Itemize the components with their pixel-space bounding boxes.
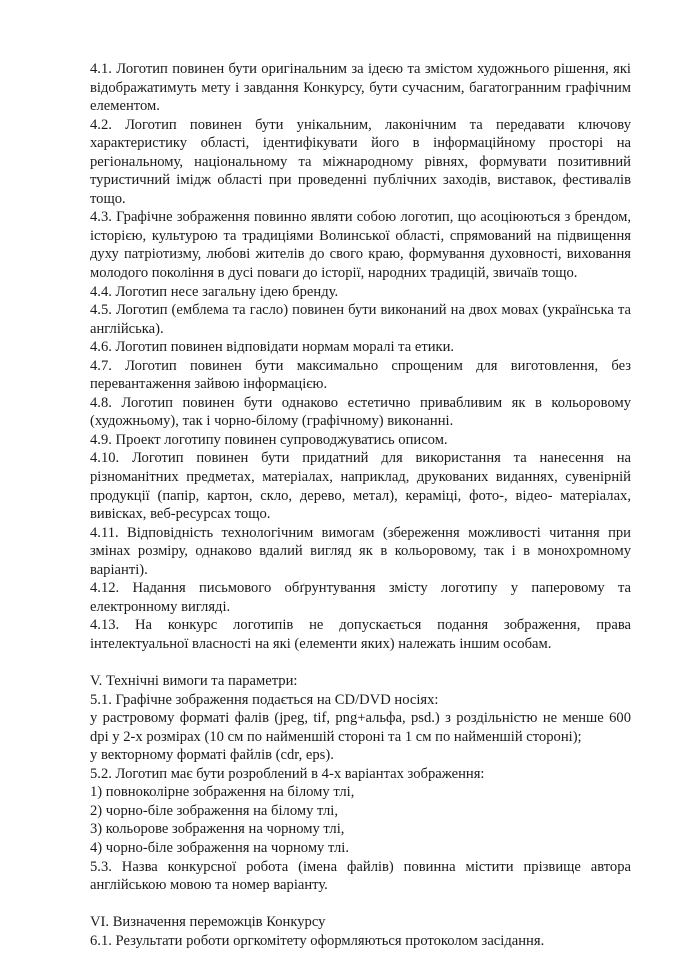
- paragraph-5-3: 5.3. Назва конкурсної робота (імена файлів) повинна містити прізвище автора англійською мовою та номер варіанту.: [90, 858, 631, 894]
- paragraph-4-7: 4.7. Логотип повинен бути максимально спрощеним для виготовлення, без перевантаження зайвою інформацією.: [90, 357, 631, 393]
- paragraph-4-9: 4.9. Проект логотипу повинен супроводжуватись описом.: [90, 431, 448, 448]
- paragraph-4-6: 4.6. Логотип повинен відповідати нормам моралі та етики.: [90, 339, 455, 356]
- section-6-heading: VI. Визначення переможців Конкурсу: [90, 914, 326, 931]
- paragraph-4-4: 4.4. Логотип несе загальну ідею бренду.: [90, 283, 339, 300]
- paragraph-4-1: 4.1. Логотип повинен бути оригінальним за ідеєю та змістом художнього рішення, які відображатимуть мету і завдання Конкурсу, бути сучасним, багатогранним графічним елементом.: [90, 61, 631, 115]
- paragraph-4-8: 4.8. Логотип повинен бути однаково естетично привабливим як в кольоровому (художньому), так і чорно-білому (графічному) виконанні.: [90, 394, 631, 430]
- paragraph-4-11: 4.11. Відповідність технологічним вимогам (збереження можливості читання при змінах розміру, однаково вдалий вигляд як в кольоровому, так і в монохромному варіанті).: [90, 524, 631, 578]
- paragraph-5-2: 5.2. Логотип має бути розроблений в 4-х варіантах зображення:: [90, 765, 485, 782]
- paragraph-5-1: 5.1. Графічне зображення подається на CD/DVD носіях:: [90, 691, 439, 708]
- paragraph-5-1-vector: у векторному форматі файлів (cdr, eps).: [90, 747, 334, 764]
- list-item-variant-1: 1) повноколірне зображення на білому тлі,: [90, 784, 355, 801]
- blank-line: [90, 895, 631, 914]
- section-5-heading: V. Технічні вимоги та параметри:: [90, 673, 298, 690]
- paragraph-4-10: 4.10. Логотип повинен бути придатний для використання та нанесення на різноманітних предметах, матеріалах, наприклад, друкованих виданнях, сувенірній продукції (папір, картон, скло, дерево, метал), кераміці, фото-, відео- матеріалах, вивісках, веб-ресурсах тощо.: [90, 450, 631, 523]
- document-page: [90, 60, 631, 950]
- paragraph-4-13: 4.13. На конкурс логотипів не допускається подання зображення, права інтелектуальної власності на які (елементи яких) належать іншим особам.: [90, 617, 631, 652]
- paragraph-4-2: 4.2. Логотип повинен бути унікальним, лаконічним та передавати ключову характеристику області, ідентифікувати його в інформаційному просторі на регіональному, національному та міжнародному рівнях, формувати позитивний туристичний імідж області при проведенні публічних заходів, виставок, фестивалів тощо.: [90, 116, 631, 207]
- paragraph-5-1-raster: у растровому форматі фалів (jpeg, tif, png+альфа, psd.) з роздільністю не менше 600 dpi у 2-х розмірах (10 см по найменшій стороні та 1 см по найменшій стороні);: [90, 710, 631, 745]
- list-item-variant-3: 3) кольорове зображення на чорному тлі,: [90, 821, 345, 838]
- paragraph-4-12: 4.12. Надання письмового обґрунтування змісту логотипу у паперовому та електронному вигляді.: [90, 580, 631, 615]
- list-item-variant-2: 2) чорно-біле зображення на білому тлі,: [90, 802, 339, 819]
- paragraph-6-1: 6.1. Результати роботи оргкомітету оформляються протоколом засідання.: [90, 932, 545, 949]
- paragraph-4-3: 4.3. Графічне зображення повинно являти собою логотип, що асоціюються з брендом, історією, культурою та традиціями Волинської області, спрямований на підвищення духу патріотизму, любові жителів до свого краю, формування духовності, виховання молодого покоління в дусі поваги до історії, народних традицій, звичаїв тощо.: [90, 209, 631, 282]
- paragraph-4-5: 4.5. Логотип (емблема та гасло) повинен бути виконаний на двох мовах (українська та англійська).: [90, 302, 631, 337]
- blank-line: [90, 654, 631, 673]
- list-item-variant-4: 4) чорно-біле зображення на чорному тлі.: [90, 839, 349, 856]
